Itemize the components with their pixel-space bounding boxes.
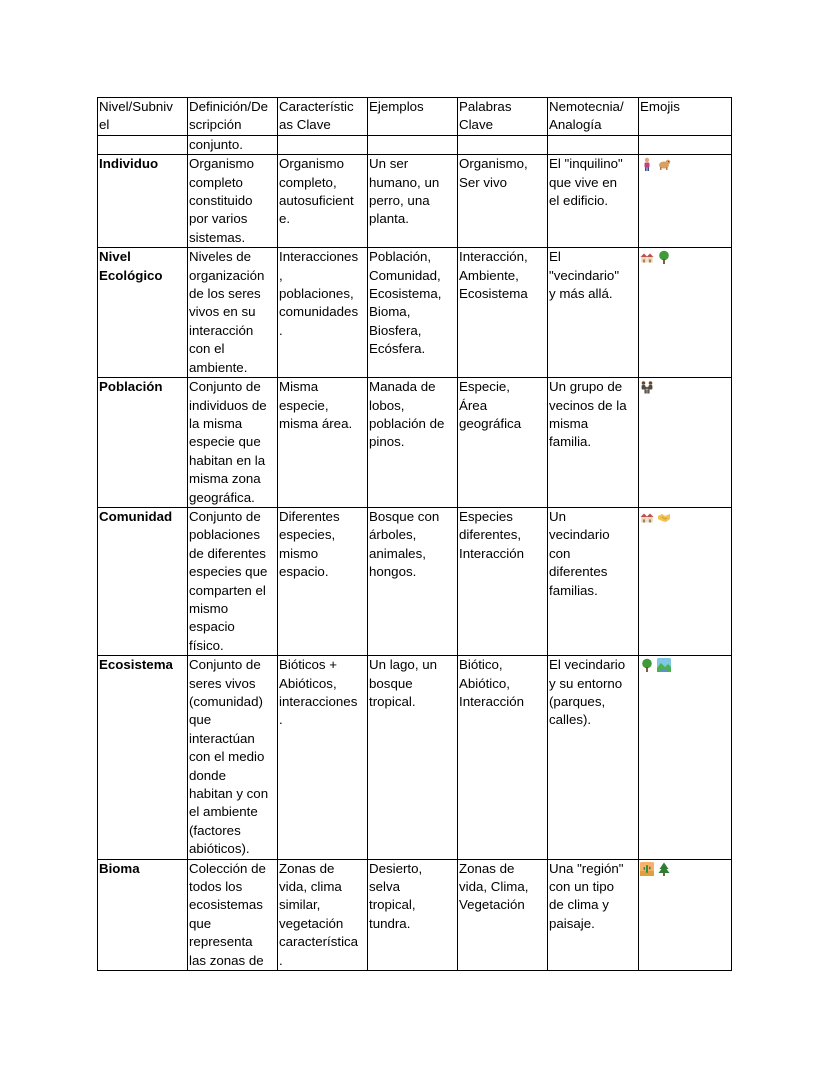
definition-cell: Colección de todos los ecosistemas que representa las zonas de [188, 859, 278, 970]
table-cell [458, 135, 548, 154]
table-cell [548, 135, 639, 154]
level-cell: Individuo [98, 155, 188, 248]
family-icon [640, 378, 657, 396]
tree-icon [657, 248, 674, 266]
definition-cell: Conjunto de seres vivos (comunidad) que interactúan con el medio donde habitan y con el ambiente (factores abióticos). [188, 656, 278, 859]
emojis-cell [639, 378, 732, 508]
mnemonic-cell: El vecindario y su entorno (parques, calles). [548, 656, 639, 859]
mnemonic-cell: El "inquilino" que vive en el edificio. [548, 155, 639, 248]
header-mnemonic: Nemotecnia/ Analogía [548, 98, 639, 136]
mnemonic-cell: Un vecindario con diferentes familias. [548, 507, 639, 655]
keywords-cell: Especies diferentes, Interacción [458, 507, 548, 655]
handshake-icon [657, 508, 674, 526]
table-cell: conjunto. [188, 135, 278, 154]
table-row [98, 155, 732, 248]
table-cell [278, 135, 368, 154]
level-cell: Nivel Ecológico [98, 248, 188, 378]
table-cell [98, 135, 188, 154]
park-icon [657, 656, 674, 674]
examples-cell: Un lago, un bosque tropical. [368, 656, 458, 859]
keywords-cell: Biótico, Abiótico, Interacción [458, 656, 548, 859]
keywords-cell: Organismo, Ser vivo [458, 155, 548, 248]
emojis-cell [639, 656, 732, 859]
table-row [98, 507, 732, 655]
characteristics-cell: Zonas de vida, clima similar, vegetación característica . [278, 859, 368, 970]
houses-icon [640, 248, 657, 266]
header-level: Nivel/Subniv el [98, 98, 188, 136]
emojis-cell [639, 507, 732, 655]
person-icon [640, 155, 657, 173]
level-cell: Comunidad [98, 507, 188, 655]
levels-table [97, 97, 732, 971]
definition-cell: Conjunto de poblaciones de diferentes especies que comparten el mismo espacio físico. [188, 507, 278, 655]
keywords-cell: Zonas de vida, Clima, Vegetación [458, 859, 548, 970]
keywords-cell: Interacción, Ambiente, Ecosistema [458, 248, 548, 378]
tree-icon [640, 656, 657, 674]
keywords-cell: Especie, Área geográfica [458, 378, 548, 508]
houses-icon [640, 508, 657, 526]
level-cell: Población [98, 378, 188, 508]
mnemonic-cell: El "vecindario" y más allá. [548, 248, 639, 378]
examples-cell: Desierto, selva tropical, tundra. [368, 859, 458, 970]
table-row [98, 248, 732, 378]
header-keywords: Palabras Clave [458, 98, 548, 136]
desert-icon [640, 860, 657, 878]
dog-icon [657, 155, 674, 173]
examples-cell: Un ser humano, un perro, una planta. [368, 155, 458, 248]
characteristics-cell: Interacciones , poblaciones, comunidades . [278, 248, 368, 378]
characteristics-cell: Organismo completo, autosuficient e. [278, 155, 368, 248]
examples-cell: Manada de lobos, población de pinos. [368, 378, 458, 508]
definition-cell: Niveles de organización de los seres vivos en su interacción con el ambiente. [188, 248, 278, 378]
header-emojis: Emojis [639, 98, 732, 136]
emojis-cell [639, 155, 732, 248]
mnemonic-cell: Una "región" con un tipo de clima y paisaje. [548, 859, 639, 970]
table-cell [368, 135, 458, 154]
table-cell [639, 135, 732, 154]
level-cell: Ecosistema [98, 656, 188, 859]
characteristics-cell: Misma especie, misma área. [278, 378, 368, 508]
evergreen-tree-icon [657, 860, 674, 878]
header-definition: Definición/De scripción [188, 98, 278, 136]
emojis-cell [639, 859, 732, 970]
header-examples: Ejemplos [368, 98, 458, 136]
definition-cell: Conjunto de individuos de la misma especie que habitan en la misma zona geográfica. [188, 378, 278, 508]
table-row [98, 656, 732, 859]
definition-cell: Organismo completo constituido por varios sistemas. [188, 155, 278, 248]
table-row [98, 378, 732, 508]
examples-cell: Bosque con árboles, animales, hongos. [368, 507, 458, 655]
table-row [98, 859, 732, 970]
header-characteristics: Característic as Clave [278, 98, 368, 136]
mnemonic-cell: Un grupo de vecinos de la misma familia. [548, 378, 639, 508]
examples-cell: Población, Comunidad, Ecosistema, Bioma, Biosfera, Ecósfera. [368, 248, 458, 378]
header-row [98, 98, 732, 136]
characteristics-cell: Diferentes especies, mismo espacio. [278, 507, 368, 655]
characteristics-cell: Bióticos + Abióticos, interacciones . [278, 656, 368, 859]
level-cell: Bioma [98, 859, 188, 970]
continuation-row [98, 135, 732, 154]
emojis-cell [639, 248, 732, 378]
